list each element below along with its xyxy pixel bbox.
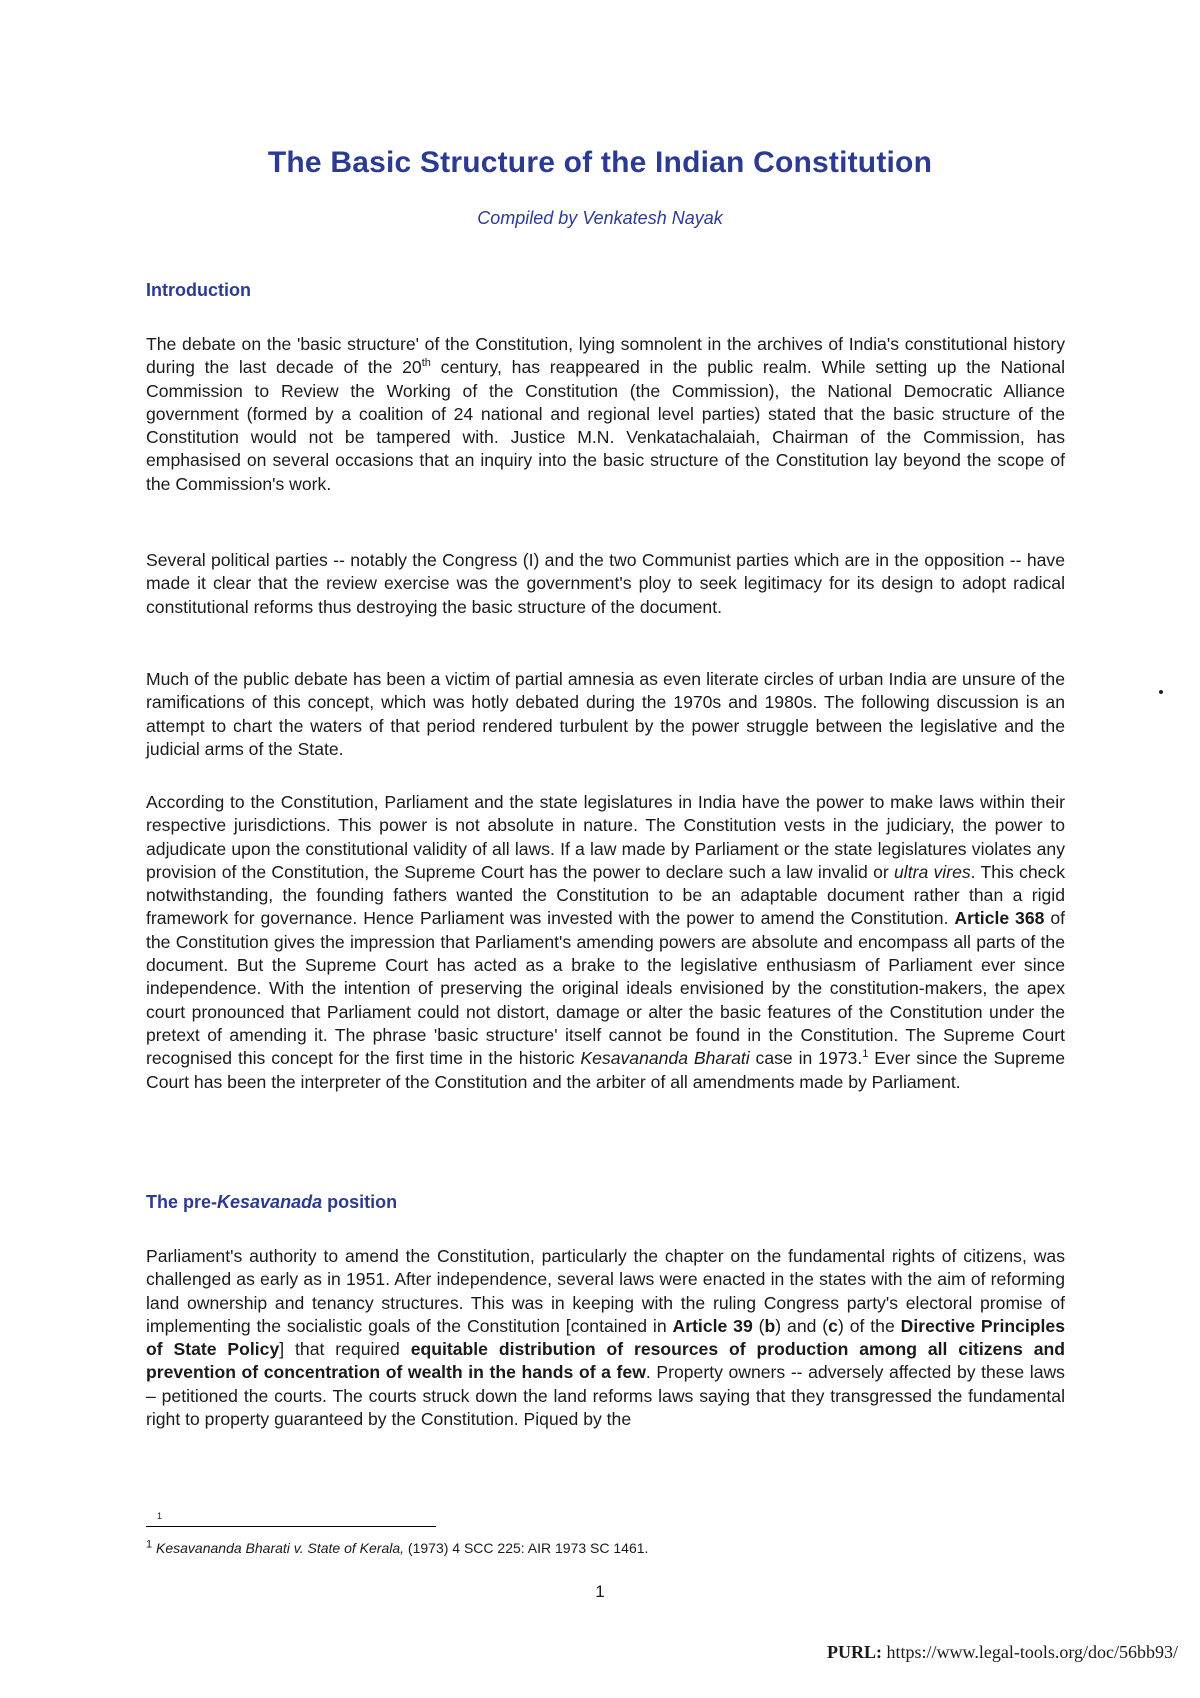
paren-text-of-the: ) of the (837, 1315, 901, 1336)
document-title: The Basic Structure of the Indian Constitution (267, 146, 933, 179)
paragraph-5-text-a: Parliament's authority to amend the Constitution, particularly the chapter on the fundamental rights of citizens, was challenged as early as in 1951. After independence, several laws were enacted in the states with the aim of reforming land ownership and tenancy structures. This was in keeping with the ruling Congress party's electoral promise of implementing the socialistic goals of the Constitution [contained in (146, 1246, 1065, 1336)
clause-c: c (828, 1315, 838, 1336)
heading-text-italic: Kesavanada (217, 1192, 323, 1212)
footnote-separator (146, 1526, 436, 1527)
paragraph-1-text-b: century, has reappeared in the public realm. While setting up the National Commission to Review the Working of the Constitution (the Commission), the National Democratic Alliance government (formed by a coalition of 24 national and regional level parties) stated that the basic structure of the Constitution would not be tampered with. Justice M.N. Venkatachalaiah, Chairman of the Commission, has emphasised on several occasions that an inquiry into the basic structure of the Constitution lay beyond the scope of the Commission's work. (146, 357, 1065, 494)
footnote-citation: (1973) 4 SCC 225: AIR 1973 SC 1461. (404, 1540, 649, 1556)
footnote-1 (146, 1540, 648, 1556)
paragraph-1 (146, 333, 1065, 496)
footnote-number: 1 (146, 1538, 153, 1551)
purl-link[interactable]: https://www.legal-tools.org/doc/56bb93/ (882, 1642, 1178, 1662)
article-368-term: Article 368 (954, 908, 1045, 929)
stray-dot-mark (1159, 690, 1163, 694)
footnote-small-mark: 1 (157, 1511, 163, 1521)
superscript-th: th (421, 357, 431, 370)
footnote-reference-1[interactable]: 1 (862, 1048, 869, 1061)
page-number: 1 (595, 1582, 605, 1601)
paragraph-2 (146, 549, 1065, 619)
paragraph-3 (146, 668, 1065, 761)
section-heading-pre-kesavanada (146, 1192, 397, 1213)
paragraph-4-text-e: Ever since the Supreme Court has been the interpreter of the Constitution and the arbiter of all amendments made by Parliament. (146, 1048, 1065, 1092)
paragraph-4-text-b: . This check notwithstanding, the founding fathers wanted the Constitution to be an adaptable document rather than a rigid framework for governance. Hence Parliament was invested with the power to amend the Constitution. (146, 861, 1065, 929)
paragraph-5-text-f: . Property owners -- adversely affected by these laws – petitioned the courts. The courts struck down the land reforms laws saying that they transgressed the fundamental right to property guaranteed by the Constitution. Piqued by the (146, 1362, 1065, 1430)
article-39-term: Article 39 (672, 1315, 753, 1336)
clause-b: b (764, 1315, 776, 1336)
ultra-vires-term: ultra vires (894, 861, 971, 882)
paragraph-4-text-c: of the Constitution gives the impression that Parliament's amending powers are absolute and encompass all parts of the document. But the Supreme Court has acted as a brake to the legislative enthusiasm of Parliament ever since independence. With the intention of preserving the original ideals envisioned by the constitution-makers, the apex court pronounced that Parliament could not distort, damage or alter the basic features of the Constitution under the pretext of amending it. The phrase 'basic structure' itself cannot be found in the Constitution. The Supreme Court recognised this concept for the first time in the historic (146, 908, 1066, 1069)
paren-open-1: ( (752, 1315, 765, 1336)
paragraph-2-text: Several political parties -- notably the Congress (I) and the two Communist parties which are in the opposition -- have made it clear that the review exercise was the government's ploy to seek legitimacy for its design to adopt radical constitutional reforms thus destroying the basic structure of the document. (146, 550, 1065, 617)
dpsp-term: Directive Principles of State Policy (146, 1315, 1065, 1360)
purl-footer (827, 1642, 1178, 1663)
paragraph-4 (146, 791, 1065, 1094)
heading-text-b: position (322, 1192, 398, 1212)
equitable-distribution-phrase: equitable distribution of resources of production among all citizens and prevention of concentration of wealth in the hands of a few (146, 1339, 1066, 1383)
heading-text-a: The pre- (146, 1192, 218, 1212)
paragraph-4-text-d: case in 1973. (749, 1048, 863, 1069)
section-heading-introduction: Introduction (146, 280, 251, 300)
paragraph-1-text-a: The debate on the 'basic structure' of the Constitution, lying somnolent in the archives of India's constitutional history during the last decade of the 20 (146, 334, 1065, 378)
paren-text-and: ) and ( (775, 1315, 829, 1336)
purl-label: PURL: (827, 1642, 883, 1662)
kesavananda-case-name: Kesavananda Bharati (580, 1048, 750, 1069)
paragraph-3-text: Much of the public debate has been a victim of partial amnesia as even literate circles of urban India are unsure of the ramifications of this concept, which was hotly debated during the 1970s and 1980s. The following discussion is an attempt to chart the waters of that period rendered turbulent by the power struggle between the legislative and the judicial arms of the State. (146, 669, 1065, 759)
paragraph-5 (146, 1245, 1065, 1431)
footnote-case-name: Kesavananda Bharati v. State of Kerala, (156, 1540, 405, 1556)
paragraph-4-text-a: According to the Constitution, Parliament and the state legislatures in India have the power to make laws within their respective jurisdictions. This power is not absolute in nature. The Constitution vests in the judiciary, the power to adjudicate upon the constitutional validity of all laws. If a law made by Parliament or the state legislatures violates any provision of the Constitution, the Supreme Court has the power to declare such a law invalid or (146, 792, 1065, 882)
paragraph-5-text-e: ] that required (279, 1339, 411, 1360)
document-subtitle: Compiled by Venkatesh Nayak (477, 208, 723, 228)
